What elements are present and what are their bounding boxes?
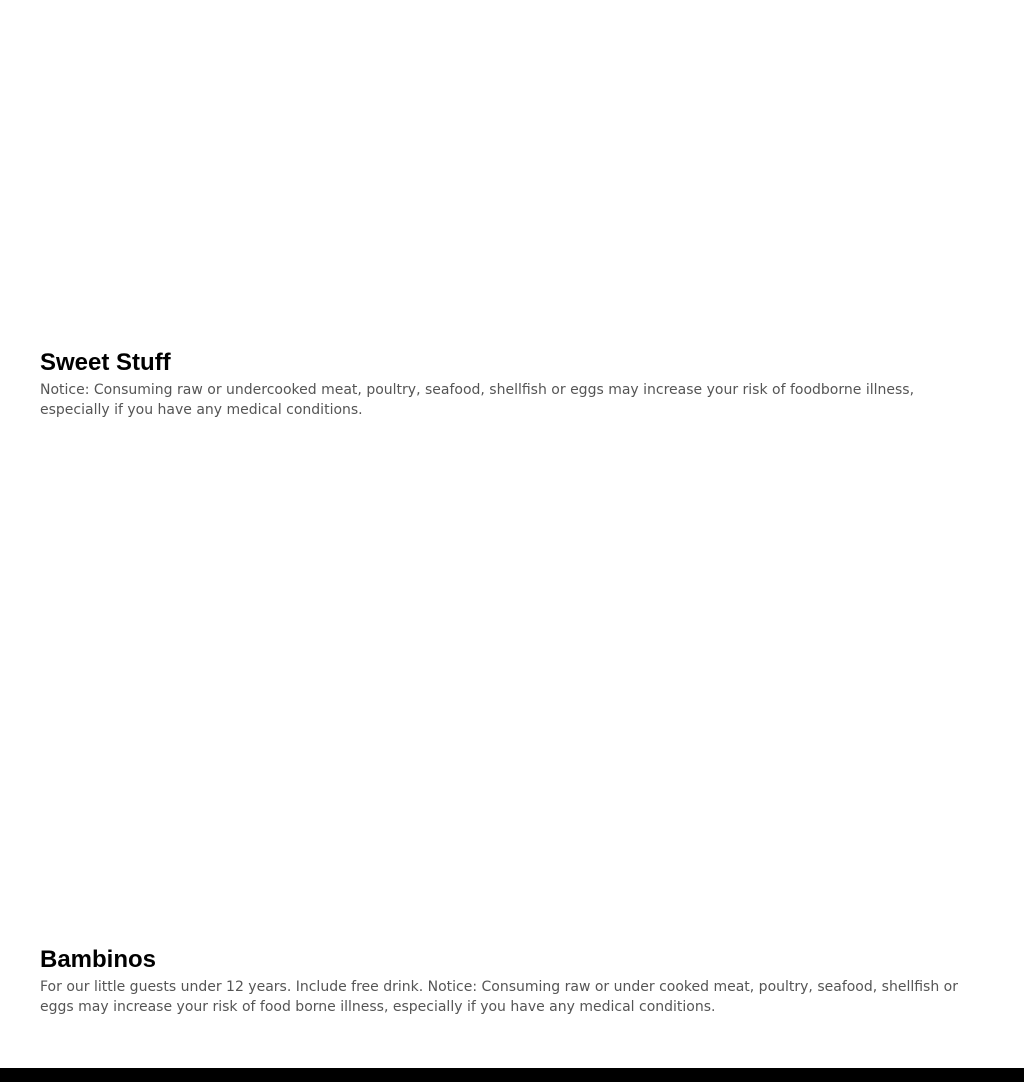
section-title: Sweet Stuff xyxy=(40,349,171,376)
section-notice: Notice: Consuming raw or undercooked meat, poultry, seafood, shellfish or eggs may increase your risk of foodborne illness, especially if you have any medical conditions. xyxy=(40,382,915,418)
menu-section-sweet-stuff xyxy=(40,349,984,420)
section-title: Bambinos xyxy=(40,946,157,973)
section-notice: For our little guests under 12 years. Include free drink. Notice: Consuming raw or under cooked meat, poultry, seafood, shellfish or eggs may increase your risk of food borne illness, especially if you have any medical conditions. xyxy=(40,979,958,1015)
menu-section-bambinos xyxy=(40,946,984,1017)
footer-bar xyxy=(0,1068,1024,1082)
